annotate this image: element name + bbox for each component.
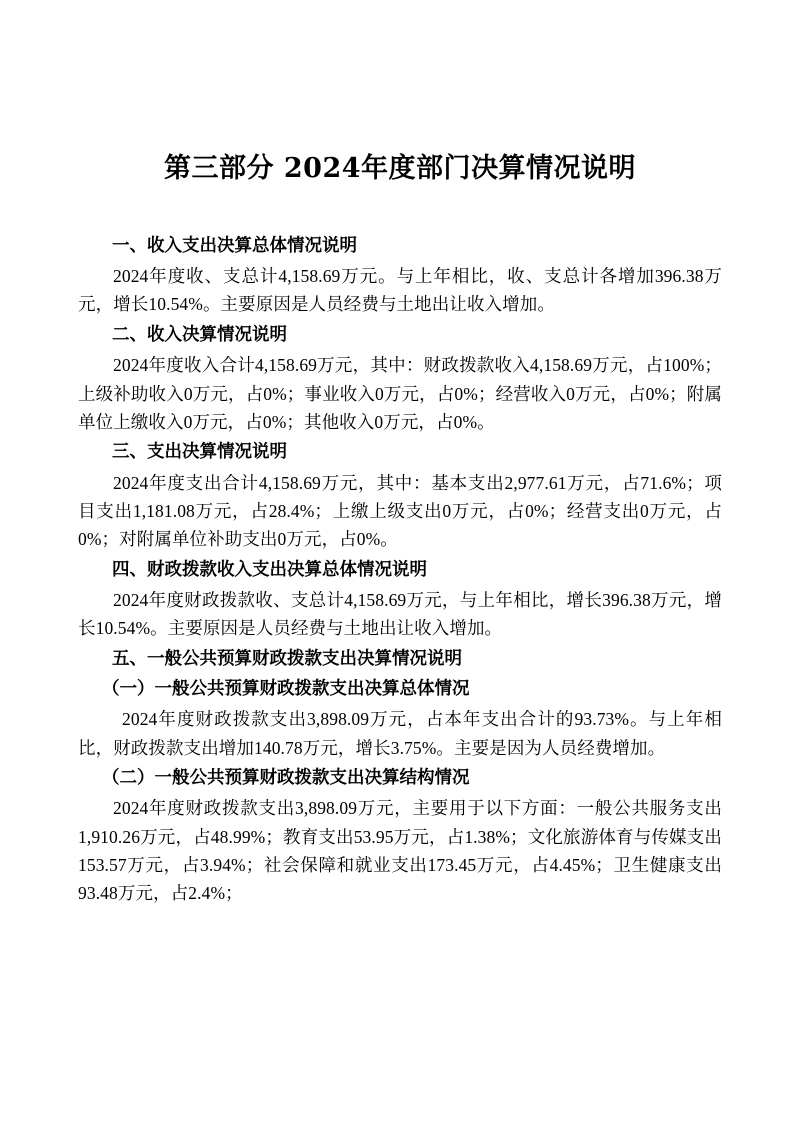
section-heading-4: 四、财政拨款收入支出决算总体情况说明 (112, 559, 427, 580)
section-heading-5: 五、一般公共预算财政拨款支出决算情况说明 (112, 648, 462, 669)
subsection-paragraph-5-1-1: 2024年度财政拨款支出3,898.09万元，占本年支出合计的93.73%。与上年相比，财政拨款支出增加140.78万元，增长3.75%。主要是因为人员经费增加。 (78, 709, 722, 758)
subsection-heading-5-1: （一）一般公共预算财政拨款支出决算总体情况 (102, 678, 470, 699)
section-paragraph-3-1: 2024年度支出合计4,158.69万元，其中：基本支出2,977.61万元，占71.6%；项目支出1,181.08万元，占28.4%；上缴上级支出0万元，占0%；经营支出0万元，占0%；对附属单位补助支出0万元，占0%。 (78, 472, 722, 550)
section-heading-3: 三、支出决算情况说明 (112, 442, 287, 463)
section-heading-2: 二、收入决算情况说明 (112, 324, 287, 345)
subsection-paragraph-5-2-1: 2024年度财政拨款支出3,898.09万元，主要用于以下方面：一般公共服务支出1,910.26万元，占48.99%；教育支出53.95万元，占1.38%；文化旅游体育与传媒支出153.57万元，占3.94%；社会保障和就业支出173.45万元，占4.45%；卫生健康支出93.48万元，占2.4%； (78, 798, 722, 904)
section-paragraph-2-1: 2024年度收入合计4,158.69万元，其中：财政拨款收入4,158.69万元，占100%；上级补助收入0万元，占0%；事业收入0万元，占0%；经营收入0万元，占0%；附属单位上缴收入0万元，占0%；其他收入0万元，占0%。 (78, 355, 722, 432)
section-heading-1: 一、收入支出决算总体情况说明 (112, 235, 357, 256)
section-paragraph-4-1: 2024年度财政拨款收、支总计4,158.69万元，与上年相比，增长396.38万元，增长10.54%。主要原因是人员经费与土地出让收入增加。 (78, 589, 722, 639)
page-title: 第三部分 2024年度部门决算情况说明 (163, 153, 637, 184)
section-paragraph-1-1: 2024年度收、支总计4,158.69万元。与上年相比，收、支总计各增加396.38万元，增长10.54%。主要原因是人员经费与土地出让收入增加。 (78, 266, 722, 315)
subsection-heading-5-2: （二）一般公共预算财政拨款支出决算结构情况 (102, 767, 470, 788)
